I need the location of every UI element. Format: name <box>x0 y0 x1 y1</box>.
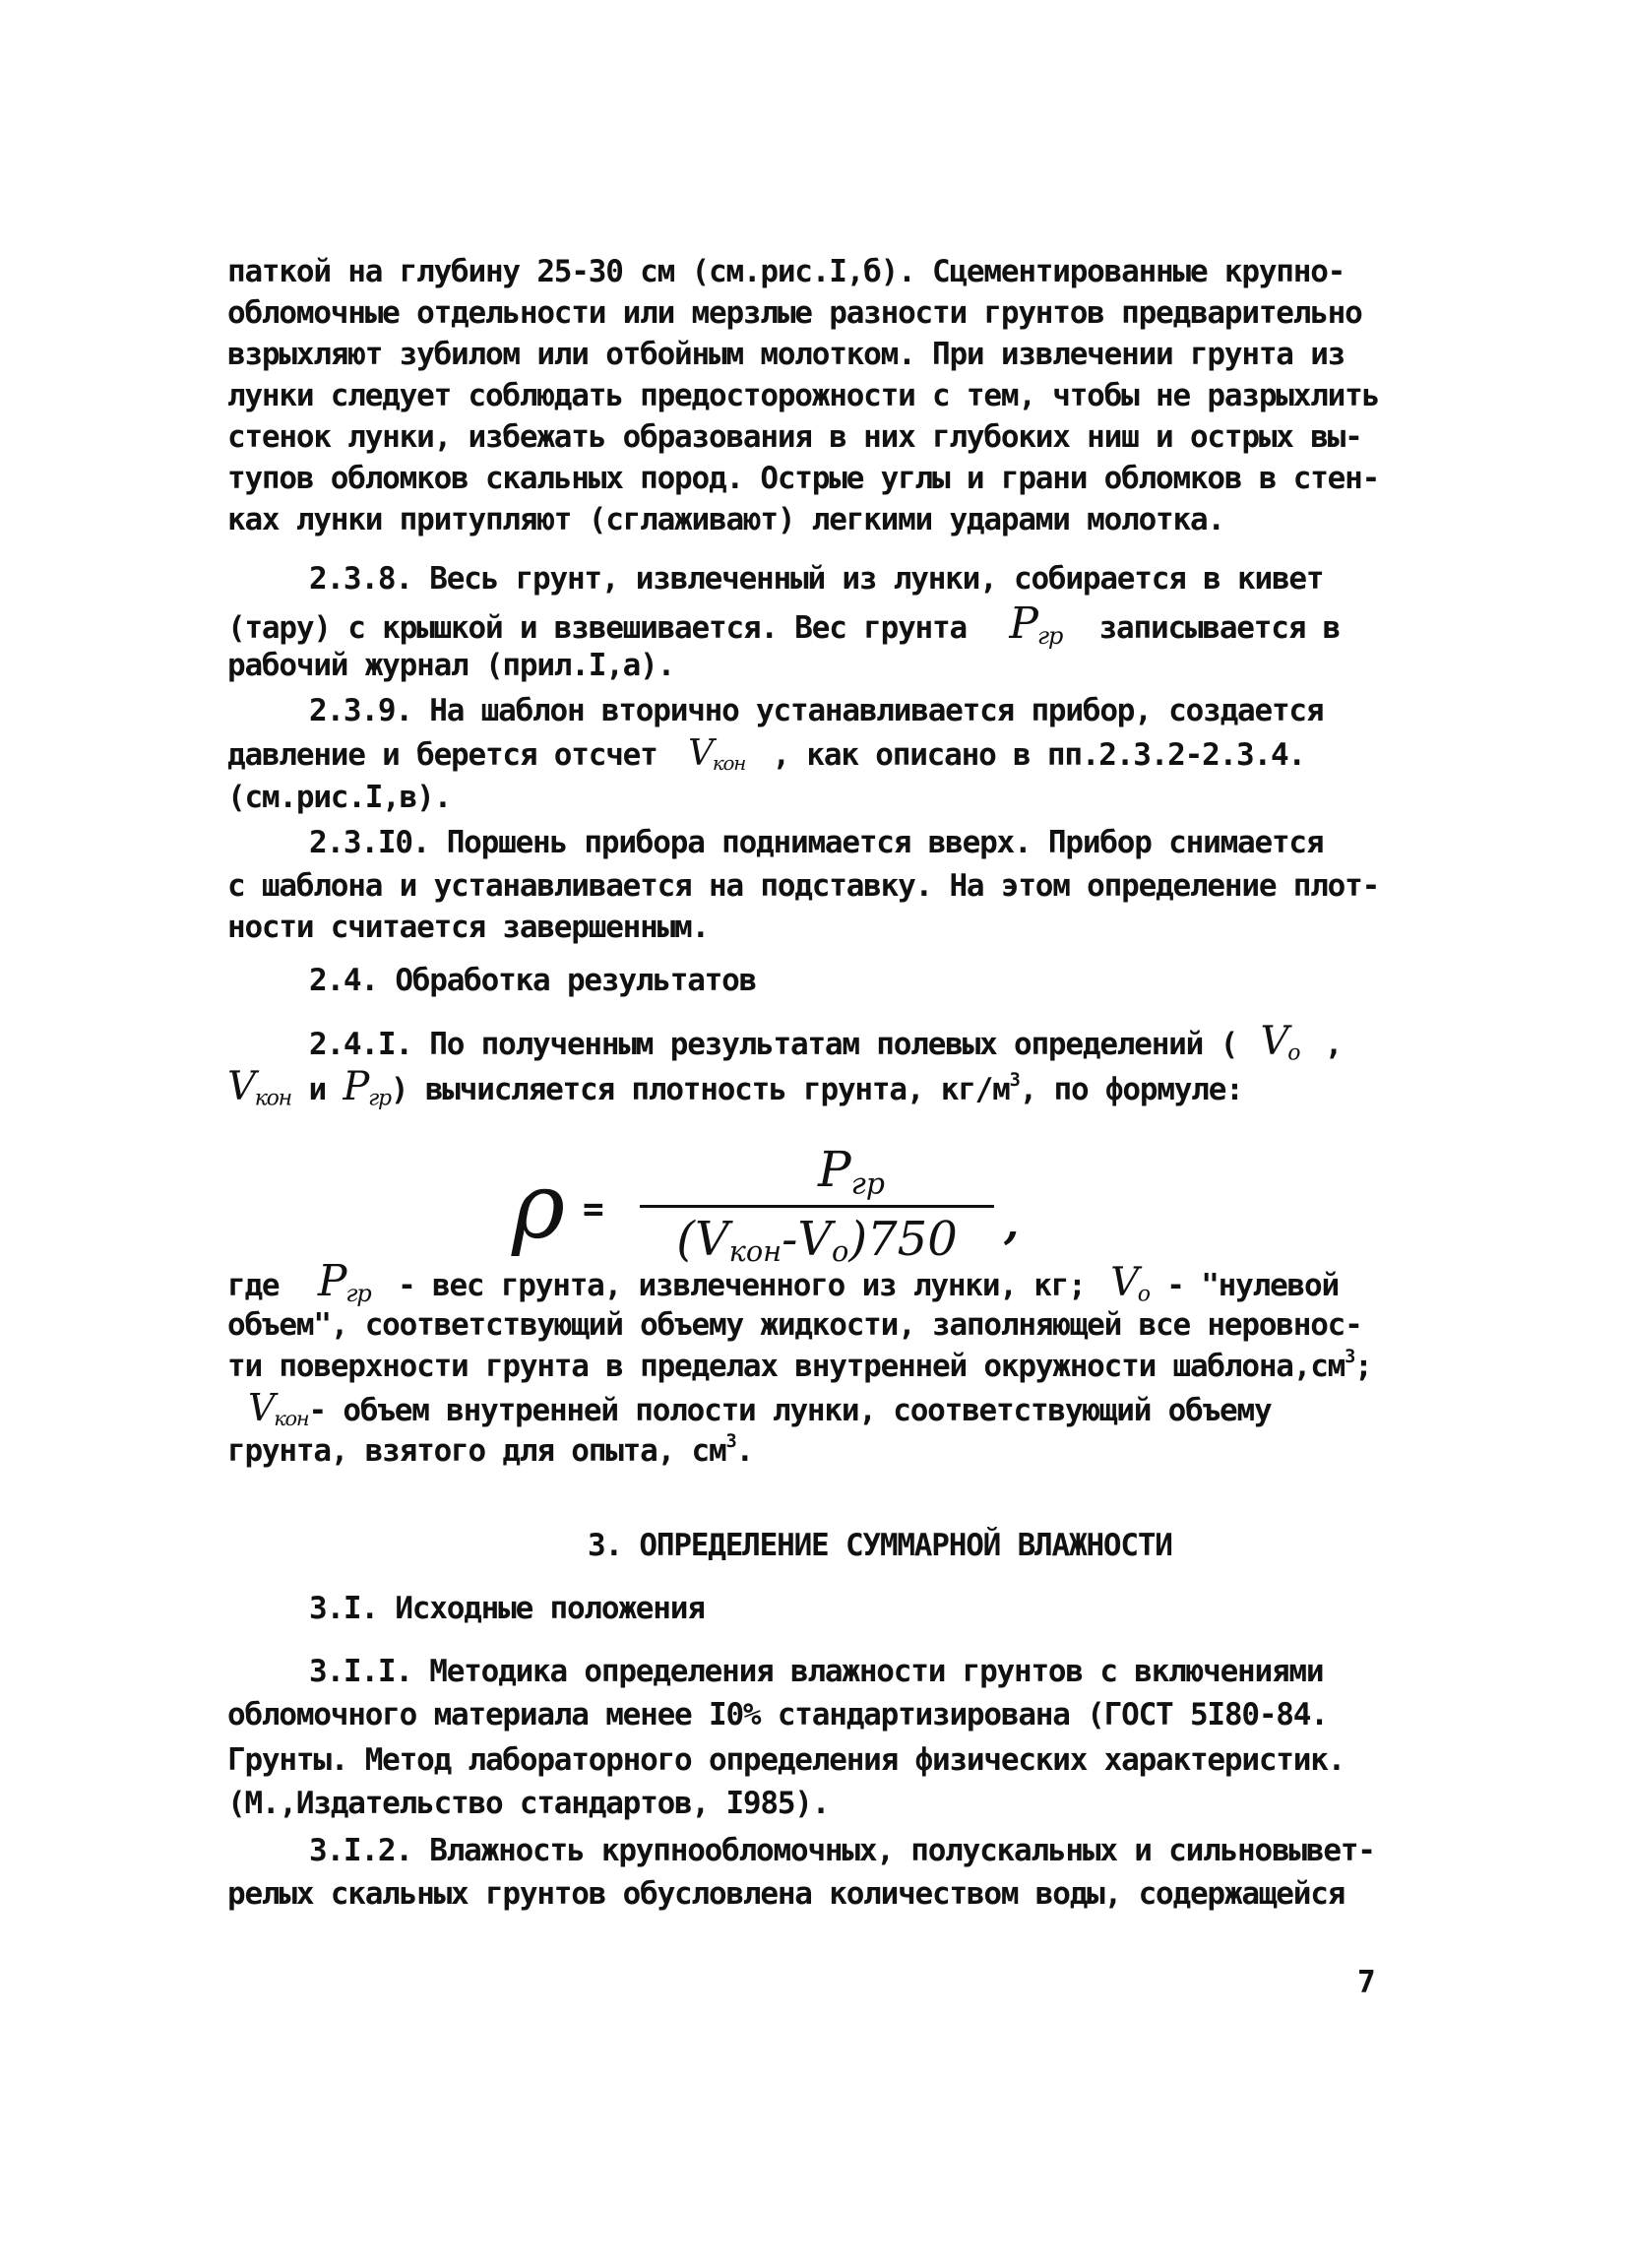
pgr-symbol-2-sub: гр <box>368 1086 391 1111</box>
vkon-symbol-2-sub: кон <box>254 1086 291 1111</box>
where-text-c: - "нулевой <box>1166 1268 1339 1303</box>
where-pgr-sub: гр <box>345 1280 371 1308</box>
where-sup-5: 3 <box>725 1431 736 1453</box>
p238-text-a: (тару) с крышкой и взвешивается. Вес грунта <box>227 610 967 646</box>
p239-text-b: , как описано в пп.2.3.2-2.3.4. <box>772 737 1305 773</box>
section-heading-3-1: 3.I. Исходные положения <box>309 1591 705 1626</box>
p311-line-1: 3.I.I. Методика определения влажности грунтов с включениями <box>309 1654 1324 1689</box>
formula-equals: = <box>583 1189 604 1229</box>
where-line-2: объем", соответствующий объему жидкости, заполняющей все неровнос- <box>227 1307 1362 1343</box>
formula-comma: , <box>1004 1199 1020 1249</box>
formula-den-sub1: кон <box>728 1233 782 1268</box>
pgr-symbol-2-letter: P <box>343 1064 369 1109</box>
vkon-symbol-2-letter: V <box>227 1064 255 1109</box>
formula-den-minus: - <box>782 1212 798 1267</box>
formula-num-sub: гр <box>850 1166 886 1202</box>
formula-rho: ρ <box>512 1154 566 1259</box>
where-word: где <box>227 1268 280 1303</box>
where-pgr-symbol <box>318 1256 371 1306</box>
p311-line-4: (М.,Издательство стандартов, I985). <box>227 1786 830 1821</box>
p311-line-2: обломочного материала менее I0% стандартизирована (ГОСТ 5I80-84. <box>227 1697 1328 1732</box>
page-number: 7 <box>1357 1965 1375 2000</box>
vkon-symbol-sub: кон <box>712 751 746 775</box>
formula-num-letter: P <box>817 1141 851 1198</box>
p2310-line-2: с шаблона и устанавливается на подставку. На этом определение плот- <box>227 868 1380 904</box>
p241-text-b: , <box>1324 1027 1343 1062</box>
formula-den-const: 750 <box>867 1212 958 1267</box>
p239-text-a: давление и берется отсчет <box>227 737 657 773</box>
p241-text-b2: ) вычисляется плотность грунта, кг/м <box>390 1072 1010 1107</box>
p241-sup: 3 <box>1009 1070 1020 1092</box>
p239-line-2 <box>227 734 1305 784</box>
formula-den-v1: V <box>694 1212 729 1267</box>
v0-symbol-letter: V <box>1260 1019 1288 1064</box>
section-3-title: 3. ОПРЕДЕЛЕНИЕ СУММАРНОЙ ВЛАЖНОСТИ <box>588 1528 1172 1563</box>
where-text-3a: ти поверхности грунта в пределах внутренней окружности шаблона,см <box>227 1349 1345 1384</box>
where-v0-symbol <box>1110 1260 1150 1305</box>
weight-symbol <box>1009 598 1062 649</box>
where-vkon-sub: кон <box>274 1407 309 1431</box>
where-text-5b: . <box>735 1433 753 1469</box>
where-vkon-symbol <box>248 1386 308 1429</box>
p238-text-b: записывается в <box>1098 610 1341 646</box>
vkon-symbol-letter: V <box>688 733 713 774</box>
para-prev-line-4: лунки следует соблюдать предосторожности с тем, чтобы не разрыхлить <box>227 378 1380 413</box>
density-formula <box>512 1142 1024 1270</box>
weight-symbol-letter: P <box>1009 598 1037 649</box>
p241-text-c: , по формуле: <box>1019 1072 1243 1107</box>
where-v0-sub: o <box>1137 1282 1150 1307</box>
p311-line-3: Грунты. Метод лабораторного определения физических характеристик. <box>227 1742 1345 1778</box>
section-heading-2-4: 2.4. Обработка результатов <box>309 963 757 998</box>
formula-den-v2: V <box>797 1212 833 1267</box>
p241-and: и <box>308 1072 326 1107</box>
para-prev-line-6: тупов обломков скальных пород. Острые углы и грани обломков в стен- <box>227 461 1380 496</box>
p2310-line-3: ности считается завершенным. <box>227 910 709 945</box>
formula-den-close: ) <box>848 1212 868 1267</box>
p239-line-3: (см.рис.I,в). <box>227 780 452 815</box>
formula-den-sub2: o <box>832 1233 849 1268</box>
para-prev-line-3: взрыхляют зубилом или отбойным молотком. При извлечении грунта из <box>227 337 1345 372</box>
vkon-symbol <box>688 733 745 774</box>
where-v0-letter: V <box>1110 1260 1138 1305</box>
where-line-5 <box>227 1431 753 1471</box>
para-prev-line-2: обломочные отдельности или мерзлые разности грунтов предварительно <box>227 295 1362 331</box>
p241-line-2 <box>227 1064 1243 1119</box>
para-prev-line-5: стенок лунки, избежать образования в них глубоких ниш и острых вы- <box>227 419 1362 455</box>
formula-numerator <box>699 1142 1004 1213</box>
p238-line-1: 2.3.8. Весь грунт, извлеченный из лунки, собирается в кивет <box>309 561 1324 597</box>
weight-symbol-sub: гр <box>1036 622 1063 651</box>
para-prev-line-7: ках лунки притупляют (сглаживают) легкими ударами молотка. <box>227 502 1224 537</box>
p239-line-1: 2.3.9. На шаблон вторично устанавливается прибор, создается <box>309 693 1324 728</box>
pgr-symbol-2 <box>343 1064 391 1109</box>
where-text-5a: грунта, взятого для опыта, см <box>227 1433 726 1469</box>
p2310-line-1: 2.3.I0. Поршень прибора поднимается вверх. Прибор снимается <box>309 825 1324 860</box>
where-pgr-letter: P <box>317 1256 346 1306</box>
where-text-b: - вес грунта, извлеченного из лунки, кг; <box>398 1268 1086 1303</box>
v0-symbol-sub: o <box>1287 1040 1300 1066</box>
p238-line-3: рабочий журнал (прил.I,а). <box>227 648 675 683</box>
para-prev-line-1: паткой на глубину 25-30 см (см.рис.I,б). Сцементированные крупно- <box>227 254 1345 289</box>
vkon-symbol-2 <box>227 1064 291 1109</box>
v0-symbol <box>1261 1019 1300 1064</box>
where-line-3 <box>227 1347 1372 1386</box>
where-text-4b: - объем внутренней полости лунки, соответствующий объему <box>308 1393 1272 1428</box>
p241-text-a: 2.4.I. По полученным результатам полевых определений ( <box>309 1027 1238 1062</box>
formula-den-open: ( <box>676 1212 695 1267</box>
p312-line-1: 3.I.2. Влажность крупнообломочных, полускальных и сильновывет- <box>309 1833 1375 1868</box>
formula-fraction-bar <box>640 1205 994 1208</box>
where-sup-3: 3 <box>1345 1347 1355 1368</box>
p241-line-1 <box>309 1019 1343 1074</box>
where-vkon-letter: V <box>248 1386 275 1429</box>
where-text-3b: ; <box>1354 1349 1372 1384</box>
p312-line-2: релых скальных грунтов обусловлена количеством воды, содержащейся <box>227 1876 1345 1912</box>
